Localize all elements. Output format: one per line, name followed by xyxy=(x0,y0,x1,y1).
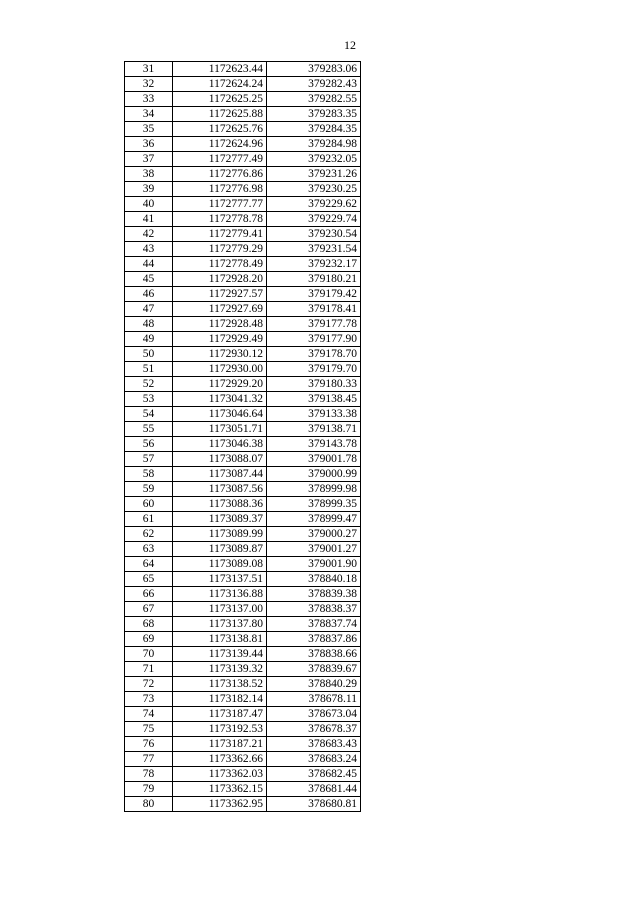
y-coordinate-cell: 379133.38 xyxy=(267,407,361,422)
table-row xyxy=(125,557,361,572)
coordinates-table xyxy=(124,61,361,812)
table-row xyxy=(125,332,361,347)
point-number-cell: 43 xyxy=(125,242,173,257)
x-coordinate-cell: 1173138.52 xyxy=(173,677,267,692)
x-coordinate-cell: 1173187.47 xyxy=(173,707,267,722)
x-coordinate-cell: 1173088.07 xyxy=(173,452,267,467)
table-row xyxy=(125,257,361,272)
y-coordinate-cell: 378837.74 xyxy=(267,617,361,632)
table-row xyxy=(125,692,361,707)
x-coordinate-cell: 1173051.71 xyxy=(173,422,267,437)
x-coordinate-cell: 1172625.76 xyxy=(173,122,267,137)
y-coordinate-cell: 378840.18 xyxy=(267,572,361,587)
y-coordinate-cell: 379283.35 xyxy=(267,107,361,122)
table-row xyxy=(125,422,361,437)
x-coordinate-cell: 1173046.64 xyxy=(173,407,267,422)
table-row xyxy=(125,647,361,662)
table-row xyxy=(125,602,361,617)
x-coordinate-cell: 1173138.81 xyxy=(173,632,267,647)
point-number-cell: 40 xyxy=(125,197,173,212)
table-row xyxy=(125,797,361,812)
y-coordinate-cell: 378678.11 xyxy=(267,692,361,707)
x-coordinate-cell: 1173088.36 xyxy=(173,497,267,512)
y-coordinate-cell: 379282.43 xyxy=(267,77,361,92)
point-number-cell: 60 xyxy=(125,497,173,512)
table-row xyxy=(125,317,361,332)
point-number-cell: 46 xyxy=(125,287,173,302)
table-row xyxy=(125,512,361,527)
y-coordinate-cell: 379232.17 xyxy=(267,257,361,272)
y-coordinate-cell: 379000.27 xyxy=(267,527,361,542)
y-coordinate-cell: 378999.98 xyxy=(267,482,361,497)
point-number-cell: 51 xyxy=(125,362,173,377)
y-coordinate-cell: 379232.05 xyxy=(267,152,361,167)
x-coordinate-cell: 1173087.44 xyxy=(173,467,267,482)
table-row xyxy=(125,302,361,317)
table-row xyxy=(125,62,361,77)
table-row xyxy=(125,737,361,752)
y-coordinate-cell: 379138.71 xyxy=(267,422,361,437)
table-row xyxy=(125,782,361,797)
x-coordinate-cell: 1173192.53 xyxy=(173,722,267,737)
table-row xyxy=(125,182,361,197)
table-row xyxy=(125,92,361,107)
y-coordinate-cell: 378840.29 xyxy=(267,677,361,692)
x-coordinate-cell: 1172929.49 xyxy=(173,332,267,347)
point-number-cell: 69 xyxy=(125,632,173,647)
point-number-cell: 72 xyxy=(125,677,173,692)
x-coordinate-cell: 1172625.25 xyxy=(173,92,267,107)
x-coordinate-cell: 1172777.49 xyxy=(173,152,267,167)
point-number-cell: 64 xyxy=(125,557,173,572)
x-coordinate-cell: 1173362.66 xyxy=(173,752,267,767)
x-coordinate-cell: 1172927.69 xyxy=(173,302,267,317)
y-coordinate-cell: 378839.67 xyxy=(267,662,361,677)
x-coordinate-cell: 1172625.88 xyxy=(173,107,267,122)
y-coordinate-cell: 378838.66 xyxy=(267,647,361,662)
y-coordinate-cell: 379001.27 xyxy=(267,542,361,557)
point-number-cell: 34 xyxy=(125,107,173,122)
point-number-cell: 65 xyxy=(125,572,173,587)
y-coordinate-cell: 379177.90 xyxy=(267,332,361,347)
x-coordinate-cell: 1173137.51 xyxy=(173,572,267,587)
y-coordinate-cell: 379231.26 xyxy=(267,167,361,182)
table-row xyxy=(125,392,361,407)
point-number-cell: 33 xyxy=(125,92,173,107)
point-number-cell: 66 xyxy=(125,587,173,602)
point-number-cell: 54 xyxy=(125,407,173,422)
y-coordinate-cell: 379138.45 xyxy=(267,392,361,407)
y-coordinate-cell: 379284.98 xyxy=(267,137,361,152)
y-coordinate-cell: 379231.54 xyxy=(267,242,361,257)
point-number-cell: 49 xyxy=(125,332,173,347)
point-number-cell: 31 xyxy=(125,62,173,77)
table-row xyxy=(125,197,361,212)
x-coordinate-cell: 1172930.00 xyxy=(173,362,267,377)
point-number-cell: 62 xyxy=(125,527,173,542)
point-number-cell: 74 xyxy=(125,707,173,722)
table-row xyxy=(125,752,361,767)
table-row xyxy=(125,377,361,392)
x-coordinate-cell: 1172623.44 xyxy=(173,62,267,77)
y-coordinate-cell: 378680.81 xyxy=(267,797,361,812)
x-coordinate-cell: 1172927.57 xyxy=(173,287,267,302)
x-coordinate-cell: 1172778.49 xyxy=(173,257,267,272)
y-coordinate-cell: 379179.70 xyxy=(267,362,361,377)
y-coordinate-cell: 378683.43 xyxy=(267,737,361,752)
x-coordinate-cell: 1173041.32 xyxy=(173,392,267,407)
point-number-cell: 68 xyxy=(125,617,173,632)
point-number-cell: 39 xyxy=(125,182,173,197)
x-coordinate-cell: 1172929.20 xyxy=(173,377,267,392)
x-coordinate-cell: 1173362.15 xyxy=(173,782,267,797)
table-row xyxy=(125,437,361,452)
table-row xyxy=(125,167,361,182)
point-number-cell: 52 xyxy=(125,377,173,392)
y-coordinate-cell: 379284.35 xyxy=(267,122,361,137)
point-number-cell: 48 xyxy=(125,317,173,332)
x-coordinate-cell: 1172779.41 xyxy=(173,227,267,242)
point-number-cell: 79 xyxy=(125,782,173,797)
x-coordinate-cell: 1172776.86 xyxy=(173,167,267,182)
y-coordinate-cell: 379143.78 xyxy=(267,437,361,452)
table-row xyxy=(125,287,361,302)
point-number-cell: 80 xyxy=(125,797,173,812)
x-coordinate-cell: 1173182.14 xyxy=(173,692,267,707)
x-coordinate-cell: 1173089.87 xyxy=(173,542,267,557)
point-number-cell: 61 xyxy=(125,512,173,527)
point-number-cell: 37 xyxy=(125,152,173,167)
x-coordinate-cell: 1172777.77 xyxy=(173,197,267,212)
x-coordinate-cell: 1173136.88 xyxy=(173,587,267,602)
point-number-cell: 77 xyxy=(125,752,173,767)
table-row xyxy=(125,572,361,587)
table-row xyxy=(125,152,361,167)
x-coordinate-cell: 1173089.08 xyxy=(173,557,267,572)
y-coordinate-cell: 379178.41 xyxy=(267,302,361,317)
point-number-cell: 59 xyxy=(125,482,173,497)
point-number-cell: 50 xyxy=(125,347,173,362)
point-number-cell: 57 xyxy=(125,452,173,467)
point-number-cell: 63 xyxy=(125,542,173,557)
table-row xyxy=(125,272,361,287)
table-row xyxy=(125,467,361,482)
y-coordinate-cell: 379179.42 xyxy=(267,287,361,302)
table-row xyxy=(125,137,361,152)
point-number-cell: 36 xyxy=(125,137,173,152)
table-row xyxy=(125,452,361,467)
point-number-cell: 58 xyxy=(125,467,173,482)
table-row xyxy=(125,677,361,692)
table-row xyxy=(125,587,361,602)
x-coordinate-cell: 1172624.24 xyxy=(173,77,267,92)
point-number-cell: 75 xyxy=(125,722,173,737)
x-coordinate-cell: 1173139.44 xyxy=(173,647,267,662)
table-row xyxy=(125,617,361,632)
y-coordinate-cell: 378999.35 xyxy=(267,497,361,512)
coordinates-table-body xyxy=(125,62,361,812)
table-row xyxy=(125,497,361,512)
x-coordinate-cell: 1172624.96 xyxy=(173,137,267,152)
y-coordinate-cell: 378839.38 xyxy=(267,587,361,602)
point-number-cell: 71 xyxy=(125,662,173,677)
y-coordinate-cell: 379230.54 xyxy=(267,227,361,242)
table-row xyxy=(125,77,361,92)
table-row xyxy=(125,632,361,647)
point-number-cell: 56 xyxy=(125,437,173,452)
y-coordinate-cell: 378999.47 xyxy=(267,512,361,527)
x-coordinate-cell: 1172776.98 xyxy=(173,182,267,197)
point-number-cell: 35 xyxy=(125,122,173,137)
x-coordinate-cell: 1173362.03 xyxy=(173,767,267,782)
table-row xyxy=(125,212,361,227)
y-coordinate-cell: 379000.99 xyxy=(267,467,361,482)
y-coordinate-cell: 379230.25 xyxy=(267,182,361,197)
page-number: 12 xyxy=(344,38,356,52)
point-number-cell: 70 xyxy=(125,647,173,662)
x-coordinate-cell: 1173362.95 xyxy=(173,797,267,812)
y-coordinate-cell: 379001.90 xyxy=(267,557,361,572)
table-row xyxy=(125,707,361,722)
y-coordinate-cell: 379282.55 xyxy=(267,92,361,107)
y-coordinate-cell: 379180.33 xyxy=(267,377,361,392)
table-row xyxy=(125,227,361,242)
y-coordinate-cell: 378837.86 xyxy=(267,632,361,647)
y-coordinate-cell: 379229.74 xyxy=(267,212,361,227)
point-number-cell: 42 xyxy=(125,227,173,242)
y-coordinate-cell: 378681.44 xyxy=(267,782,361,797)
y-coordinate-cell: 378678.37 xyxy=(267,722,361,737)
table-row xyxy=(125,362,361,377)
y-coordinate-cell: 378682.45 xyxy=(267,767,361,782)
point-number-cell: 73 xyxy=(125,692,173,707)
y-coordinate-cell: 379180.21 xyxy=(267,272,361,287)
x-coordinate-cell: 1173089.37 xyxy=(173,512,267,527)
x-coordinate-cell: 1173137.80 xyxy=(173,617,267,632)
x-coordinate-cell: 1173046.38 xyxy=(173,437,267,452)
point-number-cell: 44 xyxy=(125,257,173,272)
point-number-cell: 41 xyxy=(125,212,173,227)
y-coordinate-cell: 378838.37 xyxy=(267,602,361,617)
x-coordinate-cell: 1173187.21 xyxy=(173,737,267,752)
table-row xyxy=(125,242,361,257)
y-coordinate-cell: 379283.06 xyxy=(267,62,361,77)
point-number-cell: 45 xyxy=(125,272,173,287)
table-row xyxy=(125,722,361,737)
x-coordinate-cell: 1173137.00 xyxy=(173,602,267,617)
table-row xyxy=(125,122,361,137)
x-coordinate-cell: 1173139.32 xyxy=(173,662,267,677)
y-coordinate-cell: 379229.62 xyxy=(267,197,361,212)
point-number-cell: 53 xyxy=(125,392,173,407)
table-row xyxy=(125,407,361,422)
y-coordinate-cell: 379177.78 xyxy=(267,317,361,332)
table-row xyxy=(125,542,361,557)
point-number-cell: 76 xyxy=(125,737,173,752)
table-row xyxy=(125,527,361,542)
table-row xyxy=(125,767,361,782)
point-number-cell: 38 xyxy=(125,167,173,182)
table-row xyxy=(125,662,361,677)
x-coordinate-cell: 1172778.78 xyxy=(173,212,267,227)
y-coordinate-cell: 378673.04 xyxy=(267,707,361,722)
y-coordinate-cell: 378683.24 xyxy=(267,752,361,767)
table-row xyxy=(125,347,361,362)
point-number-cell: 47 xyxy=(125,302,173,317)
x-coordinate-cell: 1173089.99 xyxy=(173,527,267,542)
table-row xyxy=(125,482,361,497)
point-number-cell: 32 xyxy=(125,77,173,92)
x-coordinate-cell: 1172779.29 xyxy=(173,242,267,257)
y-coordinate-cell: 379178.70 xyxy=(267,347,361,362)
point-number-cell: 55 xyxy=(125,422,173,437)
table-row xyxy=(125,107,361,122)
x-coordinate-cell: 1172928.48 xyxy=(173,317,267,332)
x-coordinate-cell: 1173087.56 xyxy=(173,482,267,497)
y-coordinate-cell: 379001.78 xyxy=(267,452,361,467)
x-coordinate-cell: 1172928.20 xyxy=(173,272,267,287)
point-number-cell: 78 xyxy=(125,767,173,782)
point-number-cell: 67 xyxy=(125,602,173,617)
x-coordinate-cell: 1172930.12 xyxy=(173,347,267,362)
